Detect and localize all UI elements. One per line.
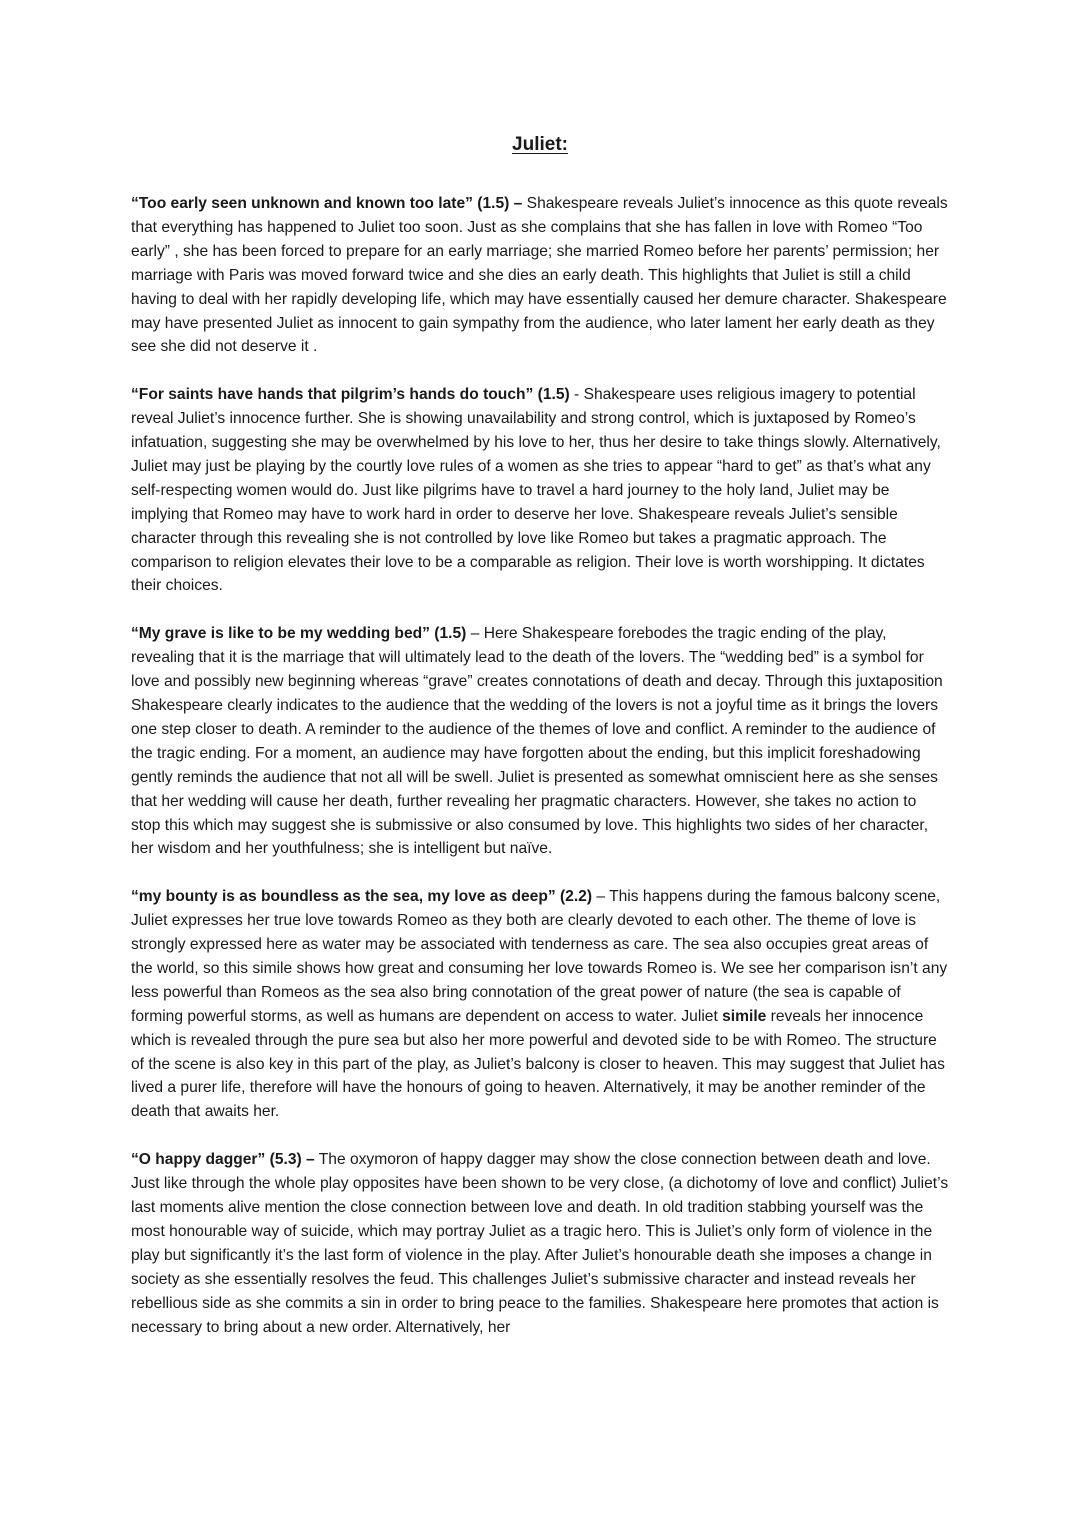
page-title: Juliet: — [512, 134, 568, 155]
analysis-happy-dagger: The oxymoron of happy dagger may show the close connection between death and love. Just like through the whole play opposites have been shown to be very close, (a dichotomy of love and conflict) Juliet’s last moments alive mention the close connection between love and death. In old tradition stabbing yourself was the most honourable way of suicide, which may portray Juliet as a tragic hero. This is Juliet’s only form of violence in the play but significantly it’s the last form of violence in the play. After Juliet’s honourable death she imposes a change in society as she essentially resolves the feud. This challenges Juliet’s submissive character and instead reveals her rebellious side as she commits a sin in order to bring peace to the families. Shakespeare here promotes that action is necessary to bring about a new order. Alternatively, her — [131, 1151, 949, 1336]
analysis-bounty-boundless-part2: reveals her innocence which is revealed through the pure sea but also her more powerful and devoted side to be with Romeo. The structure of the scene is also key in this part of the play, as Juliet’s balcony is closer to heaven. This may suggest that Juliet has lived a purer life, therefore will have the honours of going to heaven. Alternatively, it may be another reminder of the death that awaits her. — [131, 1007, 945, 1121]
document-page — [131, 132, 949, 1363]
analysis-bounty-boundless-part1: – This happens during the famous balcony scene, Juliet expresses her true love towards Romeo as they both are clearly devoted to each other. The theme of love is strongly expressed here as water may be associated with tenderness as care. The sea also occupies great areas of the world, so this simile shows how great and consuming her love towards Romeo is. We see her comparison isn’t any less powerful than Romeos as the sea also bring connotation of the great power of nature (the sea is capable of forming powerful storms, as well as humans are dependent on access to water. Juliet — [131, 888, 948, 1025]
quote-too-early: “Too early seen unknown and known too late” (1.5) – — [131, 195, 523, 212]
analysis-too-early: Shakespeare reveals Juliet’s innocence as this quote reveals that everything has happened to Juliet too soon. Just as she complains that she has fallen in love with Romeo “Too early” , she has been forced to prepare for an early marriage; she married Romeo before her parents’ permission; her marriage with Paris was moved forward twice and she dies an early death. This highlights that Juliet is still a child having to deal with her rapidly developing life, which may have essentially caused her demure character. Shakespeare may have presented Juliet as innocent to gain sympathy from the audience, who later lament her early death as they see she did not deserve it . — [131, 195, 948, 356]
quote-grave-wedding-bed: “My grave is like to be my wedding bed” (1.5) — [131, 625, 467, 643]
paragraph-happy-dagger — [131, 1148, 949, 1339]
quote-saints-hands: “For saints have hands that pilgrim’s hands do touch” (1.5) — [131, 386, 570, 404]
paragraph-grave-wedding-bed — [131, 622, 949, 861]
analysis-saints-hands: - Shakespeare uses religious imagery to potential reveal Juliet’s innocence further. She is showing unavailability and strong control, which is juxtaposed by Romeo’s infatuation, suggesting she may be overwhelmed by his love to her, thus her desire to take things slowly. Alternatively, Juliet may just be playing by the courtly love rules of a women as she tries to appear “hard to get” as that’s what any self-respecting women would do. Just like pilgrims have to travel a hard journey to the holy land, Juliet may be implying that Romeo may have to work hard in order to deserve her love. Shakespeare reveals Juliet’s sensible character through this revealing she is not controlled by love like Romeo but takes a pragmatic approach. The comparison to religion elevates their love to be a comparable as religion. Their love is worth worshipping. It dictates their choices. — [131, 386, 941, 595]
quote-happy-dagger: “O happy dagger” (5.3) – — [131, 1151, 315, 1169]
paragraph-too-early — [131, 192, 949, 359]
paragraph-saints-hands — [131, 383, 949, 598]
quote-bounty-boundless: “my bounty is as boundless as the sea, my love as deep” (2.2) — [131, 888, 593, 906]
paragraph-bounty-boundless — [131, 885, 949, 1124]
keyword-simile: simile — [722, 1007, 767, 1025]
analysis-grave-wedding-bed: – Here Shakespeare forebodes the tragic ending of the play, revealing that it is the marriage that will ultimately lead to the death of the lovers. The “wedding bed” is a symbol for love and possibly new beginning whereas “grave” creates connotations of death and decay. Through this juxtaposition Shakespeare clearly indicates to the audience that the wedding of the lovers is not a joyful time as it brings the lovers one step closer to death. A reminder to the audience of the themes of love and conflict. A reminder to the audience of the tragic ending. For a moment, an audience may have forgotten about the ending, but this implicit foreshadowing gently reminds the audience that not all will be swell. Juliet is presented as somewhat omniscient here as she senses that her wedding will cause her death, further revealing her pragmatic characters. However, she takes no action to stop this which may suggest she is submissive or also consumed by love. This highlights two sides of her character, her wisdom and her youthfulness; she is intelligent but naïve. — [131, 625, 943, 858]
